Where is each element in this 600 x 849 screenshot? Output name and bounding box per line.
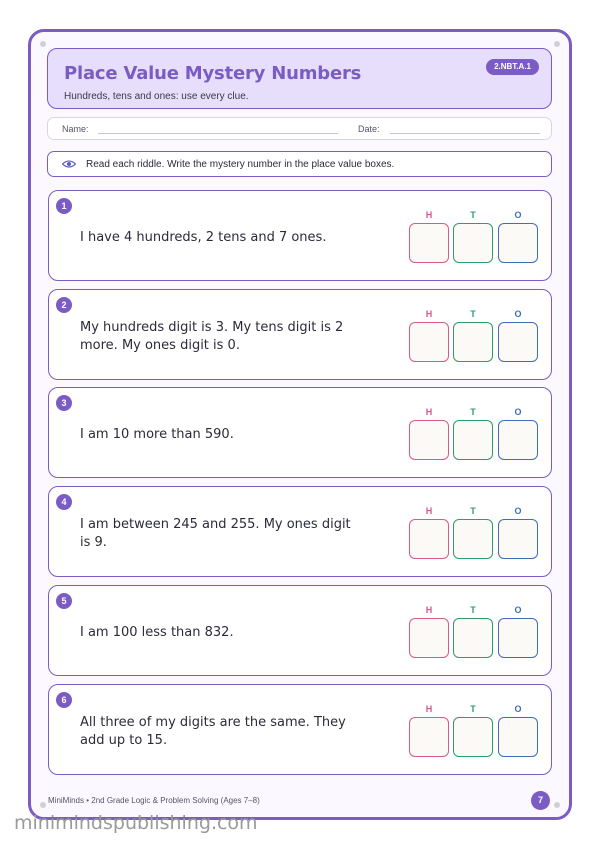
tens-label: T (470, 605, 476, 615)
ones-answer-box[interactable] (498, 519, 538, 559)
ones-answer-box[interactable] (498, 223, 538, 263)
page-subtitle: Hundreds, tens and ones: use every clue. (64, 91, 249, 102)
riddle-text: All three of my digits are the same. They add up to 15. (80, 715, 346, 748)
riddle-number-badge: 1 (56, 198, 72, 214)
page-number: 7 (531, 791, 550, 810)
hundreds-answer-box[interactable] (409, 223, 449, 263)
riddle-card (48, 684, 552, 775)
ones-label: O (514, 210, 522, 220)
date-field[interactable] (390, 133, 540, 134)
hundreds-label: H (425, 407, 433, 417)
hundreds-label: H (425, 506, 433, 516)
hundreds-answer-box[interactable] (409, 717, 449, 757)
name-date-row (47, 117, 552, 140)
riddle-number-badge: 2 (56, 297, 72, 313)
header-card (47, 48, 552, 109)
eye-icon (62, 160, 76, 168)
tens-label: T (470, 210, 476, 220)
tens-answer-box[interactable] (453, 223, 493, 263)
tens-answer-box[interactable] (453, 717, 493, 757)
riddle-number-badge: 4 (56, 494, 72, 510)
tens-answer-box[interactable] (453, 618, 493, 658)
hundreds-answer-box[interactable] (409, 519, 449, 559)
riddle-card (48, 486, 552, 577)
ones-label: O (514, 704, 522, 714)
tens-answer-box[interactable] (453, 519, 493, 559)
hundreds-label: H (425, 309, 433, 319)
tens-label: T (470, 309, 476, 319)
standard-badge: 2.NBT.A.1 (486, 59, 539, 75)
hundreds-answer-box[interactable] (409, 420, 449, 460)
name-label: Name: (62, 124, 89, 134)
ones-label: O (514, 309, 522, 319)
ones-answer-box[interactable] (498, 717, 538, 757)
ones-answer-box[interactable] (498, 322, 538, 362)
watermark: minimindspublishing.com (14, 812, 258, 834)
footer-text: MiniMinds • 2nd Grade Logic & Problem Solving (Ages 7–8) (48, 796, 260, 805)
riddle-text: My hundreds digit is 3. My tens digit is 2 more. My ones digit is 0. (80, 320, 344, 353)
instructions-banner (47, 151, 552, 177)
name-field[interactable] (98, 133, 338, 134)
tens-label: T (470, 407, 476, 417)
corner-dot (554, 41, 560, 47)
riddle-card (48, 190, 552, 281)
riddle-text: I am between 245 and 255. My ones digit is 9. (80, 517, 351, 550)
ones-label: O (514, 407, 522, 417)
riddle-text: I am 10 more than 590. (80, 427, 234, 442)
tens-label: T (470, 506, 476, 516)
date-label: Date: (358, 124, 380, 134)
hundreds-answer-box[interactable] (409, 618, 449, 658)
instructions-text: Read each riddle. Write the mystery number in the place value boxes. (86, 159, 395, 170)
riddle-number-badge: 3 (56, 395, 72, 411)
riddle-text: I am 100 less than 832. (80, 625, 234, 640)
riddle-text: I have 4 hundreds, 2 tens and 7 ones. (80, 230, 327, 245)
riddle-number-badge: 6 (56, 692, 72, 708)
corner-dot (554, 802, 560, 808)
ones-label: O (514, 605, 522, 615)
tens-label: T (470, 704, 476, 714)
hundreds-label: H (425, 605, 433, 615)
hundreds-label: H (425, 210, 433, 220)
page-title: Place Value Mystery Numbers (64, 63, 362, 84)
corner-dot (40, 41, 46, 47)
riddle-card (48, 585, 552, 676)
tens-answer-box[interactable] (453, 420, 493, 460)
riddle-card (48, 387, 552, 478)
ones-answer-box[interactable] (498, 420, 538, 460)
hundreds-label: H (425, 704, 433, 714)
ones-label: O (514, 506, 522, 516)
corner-dot (40, 802, 46, 808)
riddle-card (48, 289, 552, 380)
hundreds-answer-box[interactable] (409, 322, 449, 362)
riddle-number-badge: 5 (56, 593, 72, 609)
tens-answer-box[interactable] (453, 322, 493, 362)
ones-answer-box[interactable] (498, 618, 538, 658)
